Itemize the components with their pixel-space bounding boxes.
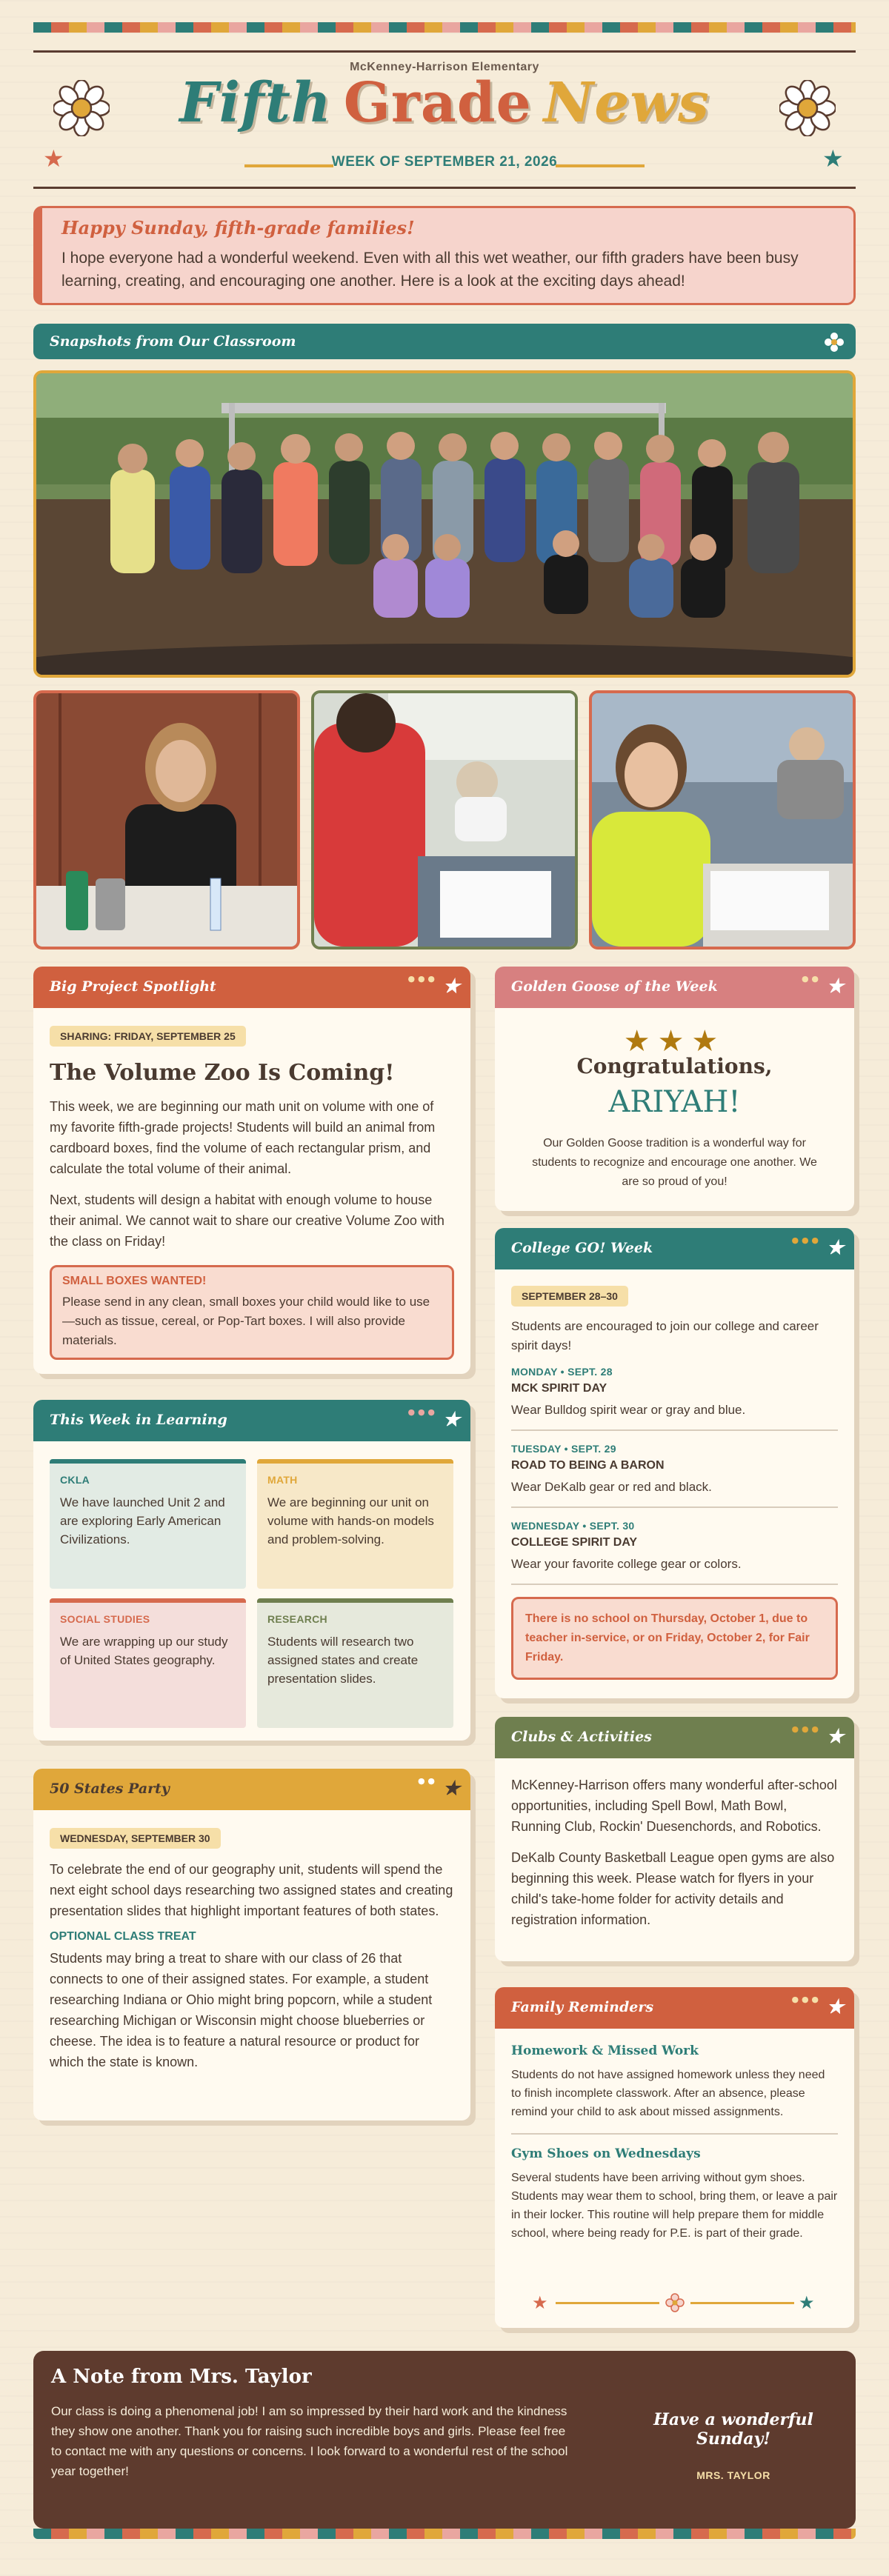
dots-icon: ● ● ● [791, 1724, 819, 1734]
college-day-wednesday [511, 1520, 838, 1572]
learning-math-text: We are beginning our unit on volume with hands-on models and problem-solving. [267, 1495, 434, 1546]
college-day-title: MCK SPIRIT DAY [511, 1382, 607, 1395]
reminders-header [495, 1987, 854, 2029]
greeting-box [33, 206, 856, 305]
daisy-flower-icon [53, 80, 110, 136]
teacher-note [33, 2351, 856, 2529]
spotlight-header-title: Big Project Spotlight [50, 978, 216, 995]
goose-body: Our Golden Goose tradition is a wonderful way for students to recognize and encourage one another. We are so proud of you! [532, 1137, 817, 1188]
star-icon: ★ [442, 1409, 460, 1431]
college-header [495, 1228, 854, 1269]
spotlight-panel [33, 967, 470, 1374]
reminders-header-title: Family Reminders [511, 1999, 654, 2015]
dots-icon: ● ● ● [791, 1995, 819, 2004]
homework-body: Students do not have assigned homework unless they need to finish incomplete classwork. After an absence, please remind your child to ask about missed assignments. [511, 2069, 825, 2118]
clubs-paragraph-2: DeKalb County Basketball League open gyms are also beginning this week. Please watch for flyers in your child's take-home folder for activity details and registration information. [511, 1850, 835, 1927]
divider [511, 2133, 838, 2135]
college-day-label: TUESDAY • SEPT. 29 [511, 1443, 616, 1455]
learning-header-title: This Week in Learning [50, 1412, 227, 1428]
states-paragraph-1: To celebrate the end of our geography unit, students will spend the next eight school days researching two assigned states and creating presentation slides that highlight important features of both states. [50, 1862, 453, 1918]
college-day-label: MONDAY • SEPT. 28 [511, 1366, 613, 1378]
boxes-wanted-body: Please send in any clean, small boxes your child would like to use—such as tissue, cereal, or Pop-Tart boxes. I will also provide materials. [62, 1295, 430, 1347]
snapshots-title: Snapshots from Our Classroom [50, 333, 296, 350]
gym-shoes-body: Several students have been arriving without gym shoes. Students may wear them to school, bring them, or leave a pair in their locker. This routine will help prepare them for middle school, where being ready for P.E. is part of their grade. [511, 2172, 838, 2240]
ornament-line [556, 2302, 659, 2304]
learning-math-label: MATH [267, 1474, 298, 1486]
learning-header [33, 1400, 470, 1441]
family-reminders-panel [495, 1987, 854, 2328]
college-day-title: COLLEGE SPIRIT DAY [511, 1536, 638, 1549]
college-day-desc: Wear Bulldog spirit wear or gray and blue. [511, 1403, 746, 1417]
star-icon: ★ [826, 1726, 844, 1748]
college-day-tuesday [511, 1443, 838, 1495]
dots-icon: ● ● ● [407, 974, 435, 984]
divider [511, 1584, 838, 1585]
star-icon: ★ [442, 1778, 460, 1800]
masthead-word-news: News [543, 71, 710, 135]
week-date: WEEK OF SEPTEMBER 21, 2026 [331, 154, 558, 170]
daisy-flower-icon [779, 80, 836, 136]
header-rule [33, 50, 856, 53]
states-date-tag: WEDNESDAY, SEPTEMBER 30 [50, 1828, 221, 1849]
spotlight-paragraph-1: This week, we are beginning our math unit on volume with one of my favorite fifth-grade projects! Students will build an animal from cardboard boxes, find the volume of each rectangular prism, and calculate the total volume of their animal. [50, 1099, 436, 1176]
learning-ckla-label: CKLA [60, 1474, 90, 1486]
golden-goose-panel [495, 967, 854, 1211]
goose-header-title: Golden Goose of the Week [511, 978, 718, 995]
divider [511, 1429, 838, 1431]
college-day-label: WEDNESDAY • SEPT. 30 [511, 1520, 635, 1532]
learning-social-text: We are wrapping up our study of United States geography. [60, 1635, 228, 1667]
learning-research-text: Students will research two assigned states and create presentation slides. [267, 1635, 419, 1686]
boxes-wanted-title: SMALL BOXES WANTED! [62, 1275, 207, 1287]
clubs-header [495, 1717, 854, 1758]
college-date-tag: SEPTEMBER 28–30 [511, 1286, 628, 1307]
note-closing: Have a wonderful Sunday! [653, 2410, 813, 2449]
dots-icon: ● ● ● [407, 1407, 435, 1417]
learning-math [257, 1459, 453, 1589]
class-group-photo [33, 370, 856, 678]
flower-icon [665, 2293, 685, 2312]
three-stars-icon: ★★★ [623, 1025, 726, 1058]
star-icon: ★ [826, 1996, 844, 2018]
star-icon: ★ [822, 145, 844, 172]
dots-icon: ● ● [417, 1776, 435, 1786]
college-day-desc: Wear your favorite college gear or colors. [511, 1557, 742, 1571]
learning-social-label: SOCIAL STUDIES [60, 1613, 150, 1625]
states-header-title: 50 States Party [50, 1781, 170, 1797]
states-header [33, 1769, 470, 1810]
states-subheading: OPTIONAL CLASS TREAT [50, 1930, 196, 1943]
spotlight-date-tag: SHARING: FRIDAY, SEPTEMBER 25 [50, 1026, 246, 1047]
greeting-body: I hope everyone had a wonderful weekend. Even with all this wet weather, our fifth graders have been busy learning, creating, and encouraging one another. Here is a look at the exciting days ahead! [61, 250, 799, 290]
spotlight-title: The Volume Zoo Is Coming! [50, 1060, 395, 1086]
college-intro: Students are encouraged to join our college and career spirit days! [511, 1319, 819, 1352]
star-icon: ★ [799, 2293, 815, 2313]
gym-shoes-heading: Gym Shoes on Wednesdays [511, 2146, 701, 2161]
star-icon: ★ [826, 975, 844, 998]
no-school-notice: There is no school on Thursday, October 1, due to teacher in-service, or on Friday, October 2, for Fair Friday. [511, 1597, 838, 1680]
school-name: McKenney-Harrison Elementary [350, 61, 539, 73]
spotlight-header [33, 967, 470, 1008]
learning-ckla-text: We have launched Unit 2 and are exploring Early American Civilizations. [60, 1495, 225, 1546]
flower-icon [825, 333, 844, 352]
note-signature: MRS. TAYLOR [696, 2469, 770, 2481]
boxes-wanted-notice [50, 1265, 454, 1360]
student-photo-1 [33, 690, 300, 950]
student-photo-3 [589, 690, 856, 950]
homework-heading: Homework & Missed Work [511, 2043, 699, 2058]
states-paragraph-2: Students may bring a treat to share with our class of 26 that connects to one of their assigned states. For example, a student researching Indiana or Ohio might bring popcorn, while a student researching Michigan or Wisconsin might choose blueberries or cheese. The idea is to feature a natural resource or product for which the state is known. [50, 1951, 433, 2069]
learning-research [257, 1598, 453, 1728]
top-stripe [33, 22, 856, 33]
header-rule-bottom [33, 187, 856, 189]
note-title: A Note from Mrs. Taylor [51, 2366, 312, 2388]
dots-icon: ● ● ● [791, 1235, 819, 1245]
clubs-panel [495, 1717, 854, 1961]
star-icon: ★ [43, 145, 64, 172]
college-header-title: College GO! Week [511, 1240, 653, 1256]
goose-header [495, 967, 854, 1008]
goose-congrats: Congratulations, [576, 1054, 773, 1078]
star-icon: ★ [826, 1237, 844, 1259]
dots-icon: ● ● [801, 974, 819, 984]
college-day-monday [511, 1366, 838, 1418]
college-day-title: ROAD TO BEING A BARON [511, 1459, 665, 1472]
greeting-title: Happy Sunday, fifth-grade families! [61, 217, 415, 238]
states-party-panel [33, 1769, 470, 2120]
learning-research-label: RESEARCH [267, 1613, 327, 1625]
learning-social-studies [50, 1598, 246, 1728]
star-icon: ★ [532, 2293, 548, 2313]
snapshots-header [33, 324, 856, 359]
star-icon: ★ [442, 975, 460, 998]
college-week-panel [495, 1228, 854, 1698]
goose-student-name: ARIYAH! [608, 1085, 741, 1119]
divider [511, 1506, 838, 1508]
clubs-header-title: Clubs & Activities [511, 1729, 652, 1745]
learning-ckla [50, 1459, 246, 1589]
masthead-title [0, 70, 889, 136]
note-body: Our class is doing a phenomenal job! I am so impressed by their hard work and the kindness they show one another. Thank you for raising such incredible boys and girls. Please feel free to contact me with any questions or concerns. I look forward to a wonderful rest of the school year together! [51, 2404, 568, 2478]
bottom-stripe [33, 2529, 856, 2539]
clubs-paragraph-1: McKenney-Harrison offers many wonderful after-school opportunities, including Spell Bowl, Math Bowl, Running Club, Rockin' Duesenchords, and Robotics. [511, 1778, 837, 1834]
masthead-word-fifth: Fifth [179, 71, 332, 135]
ornament-line [690, 2302, 794, 2304]
college-day-desc: Wear DeKalb gear or red and black. [511, 1480, 712, 1494]
student-photo-2 [311, 690, 578, 950]
masthead-word-grade: Grade [343, 71, 532, 135]
spotlight-paragraph-2: Next, students will design a habitat with enough volume to house their animal. We cannot wait to share our creative Volume Zoo with the class on Friday! [50, 1192, 444, 1249]
learning-panel [33, 1400, 470, 1741]
